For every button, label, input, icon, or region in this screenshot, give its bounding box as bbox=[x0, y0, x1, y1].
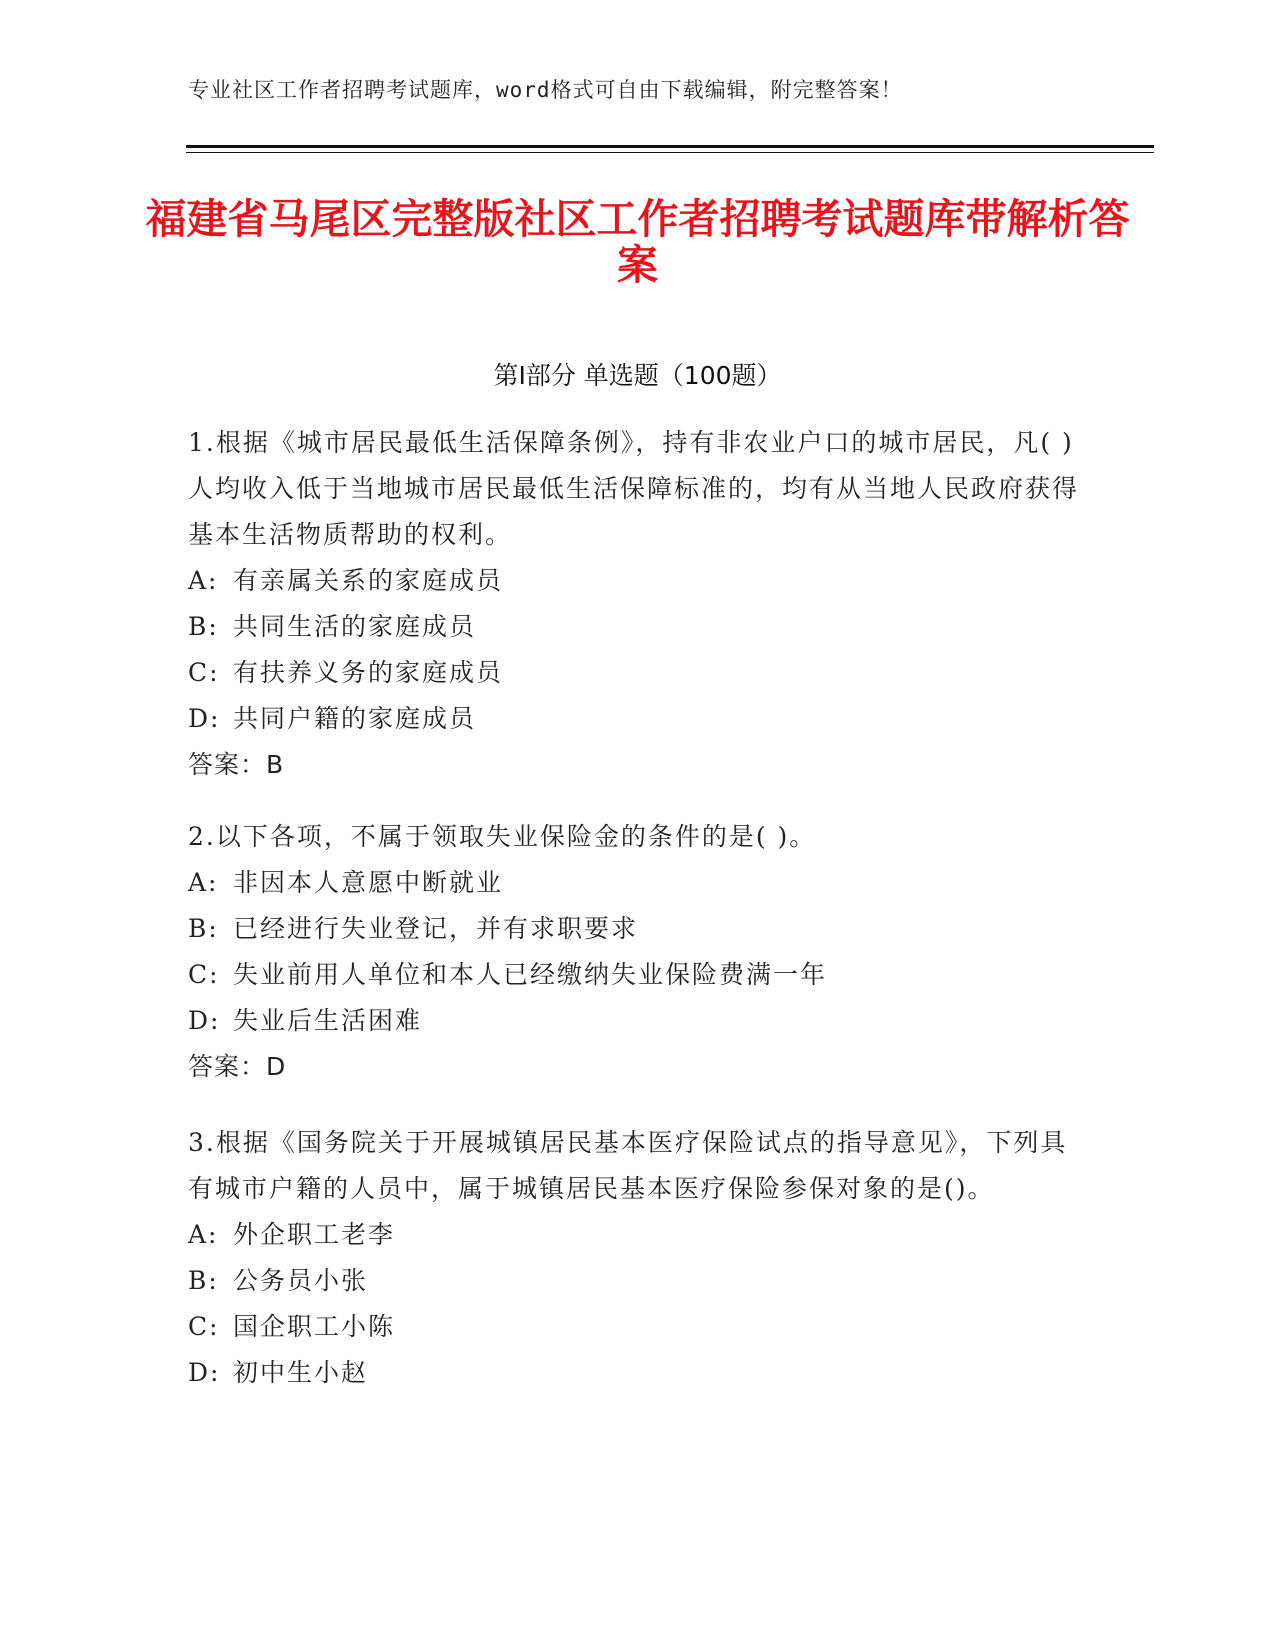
option-d bbox=[188, 696, 1088, 742]
option-text: 有亲属关系的家庭成员 bbox=[233, 566, 504, 595]
option-a bbox=[188, 558, 1088, 604]
option-text: 公务员小张 bbox=[233, 1266, 369, 1295]
option-key: C: bbox=[188, 960, 220, 989]
option-text: 外企职工老李 bbox=[233, 1220, 396, 1249]
option-text: 失业后生活困难 bbox=[233, 1006, 423, 1035]
option-c bbox=[188, 952, 1088, 998]
option-d bbox=[188, 998, 1088, 1044]
option-key: D: bbox=[188, 1358, 221, 1387]
option-b bbox=[188, 604, 1088, 650]
question-1 bbox=[188, 420, 1088, 788]
option-text: 失业前用人单位和本人已经缴纳失业保险费满一年 bbox=[233, 960, 828, 989]
option-text: 已经进行失业登记，并有求职要求 bbox=[233, 914, 639, 943]
option-text: 共同生活的家庭成员 bbox=[233, 612, 477, 641]
option-b bbox=[188, 1258, 1088, 1304]
document-title: 福建省马尾区完整版社区工作者招聘考试题库带解析答案 bbox=[145, 195, 1130, 289]
header-divider-thin bbox=[186, 152, 1154, 153]
option-a bbox=[188, 1212, 1088, 1258]
option-key: B: bbox=[188, 1266, 219, 1295]
option-key: A: bbox=[188, 868, 219, 897]
option-key: A: bbox=[188, 1220, 219, 1249]
option-key: C: bbox=[188, 658, 220, 687]
answer-line: 答案：D bbox=[188, 1052, 287, 1081]
question-3 bbox=[188, 1120, 1088, 1396]
option-key: A: bbox=[188, 566, 219, 595]
option-list bbox=[188, 558, 1088, 742]
section-heading: 第Ⅰ部分 单选题（100题） bbox=[493, 361, 782, 390]
answer-line: 答案：B bbox=[188, 750, 285, 779]
question-stem: 3.根据《国务院关于开展城镇居民基本医疗保险试点的指导意见》，下列具有城市户籍的人员中，属于城镇居民基本医疗保险参保对象的是()。 bbox=[188, 1128, 1068, 1203]
option-text: 共同户籍的家庭成员 bbox=[233, 704, 477, 733]
option-list bbox=[188, 1212, 1088, 1396]
option-d bbox=[188, 1350, 1088, 1396]
option-text: 有扶养义务的家庭成员 bbox=[233, 658, 504, 687]
option-key: C: bbox=[188, 1312, 220, 1341]
option-b bbox=[188, 906, 1088, 952]
option-key: B: bbox=[188, 914, 219, 943]
option-c bbox=[188, 1304, 1088, 1350]
header-divider-thick bbox=[186, 145, 1154, 148]
option-a bbox=[188, 860, 1088, 906]
option-list bbox=[188, 860, 1088, 1044]
option-key: D: bbox=[188, 704, 221, 733]
option-key: D: bbox=[188, 1006, 221, 1035]
option-text: 国企职工小陈 bbox=[233, 1312, 396, 1341]
option-text: 非因本人意愿中断就业 bbox=[233, 868, 504, 897]
question-stem: 1.根据《城市居民最低生活保障条例》，持有非农业户口的城市居民，凡( )人均收入低于当地城市居民最低生活保障标准的，均有从当地人民政府获得基本生活物质帮助的权利。 bbox=[188, 428, 1080, 549]
question-2 bbox=[188, 814, 1088, 1090]
header-note: 专业社区工作者招聘考试题库，word格式可自由下载编辑，附完整答案！ bbox=[188, 78, 903, 102]
option-c bbox=[188, 650, 1088, 696]
question-stem: 2.以下各项，不属于领取失业保险金的条件的是( )。 bbox=[188, 822, 817, 851]
option-key: B: bbox=[188, 612, 219, 641]
option-text: 初中生小赵 bbox=[233, 1358, 369, 1387]
